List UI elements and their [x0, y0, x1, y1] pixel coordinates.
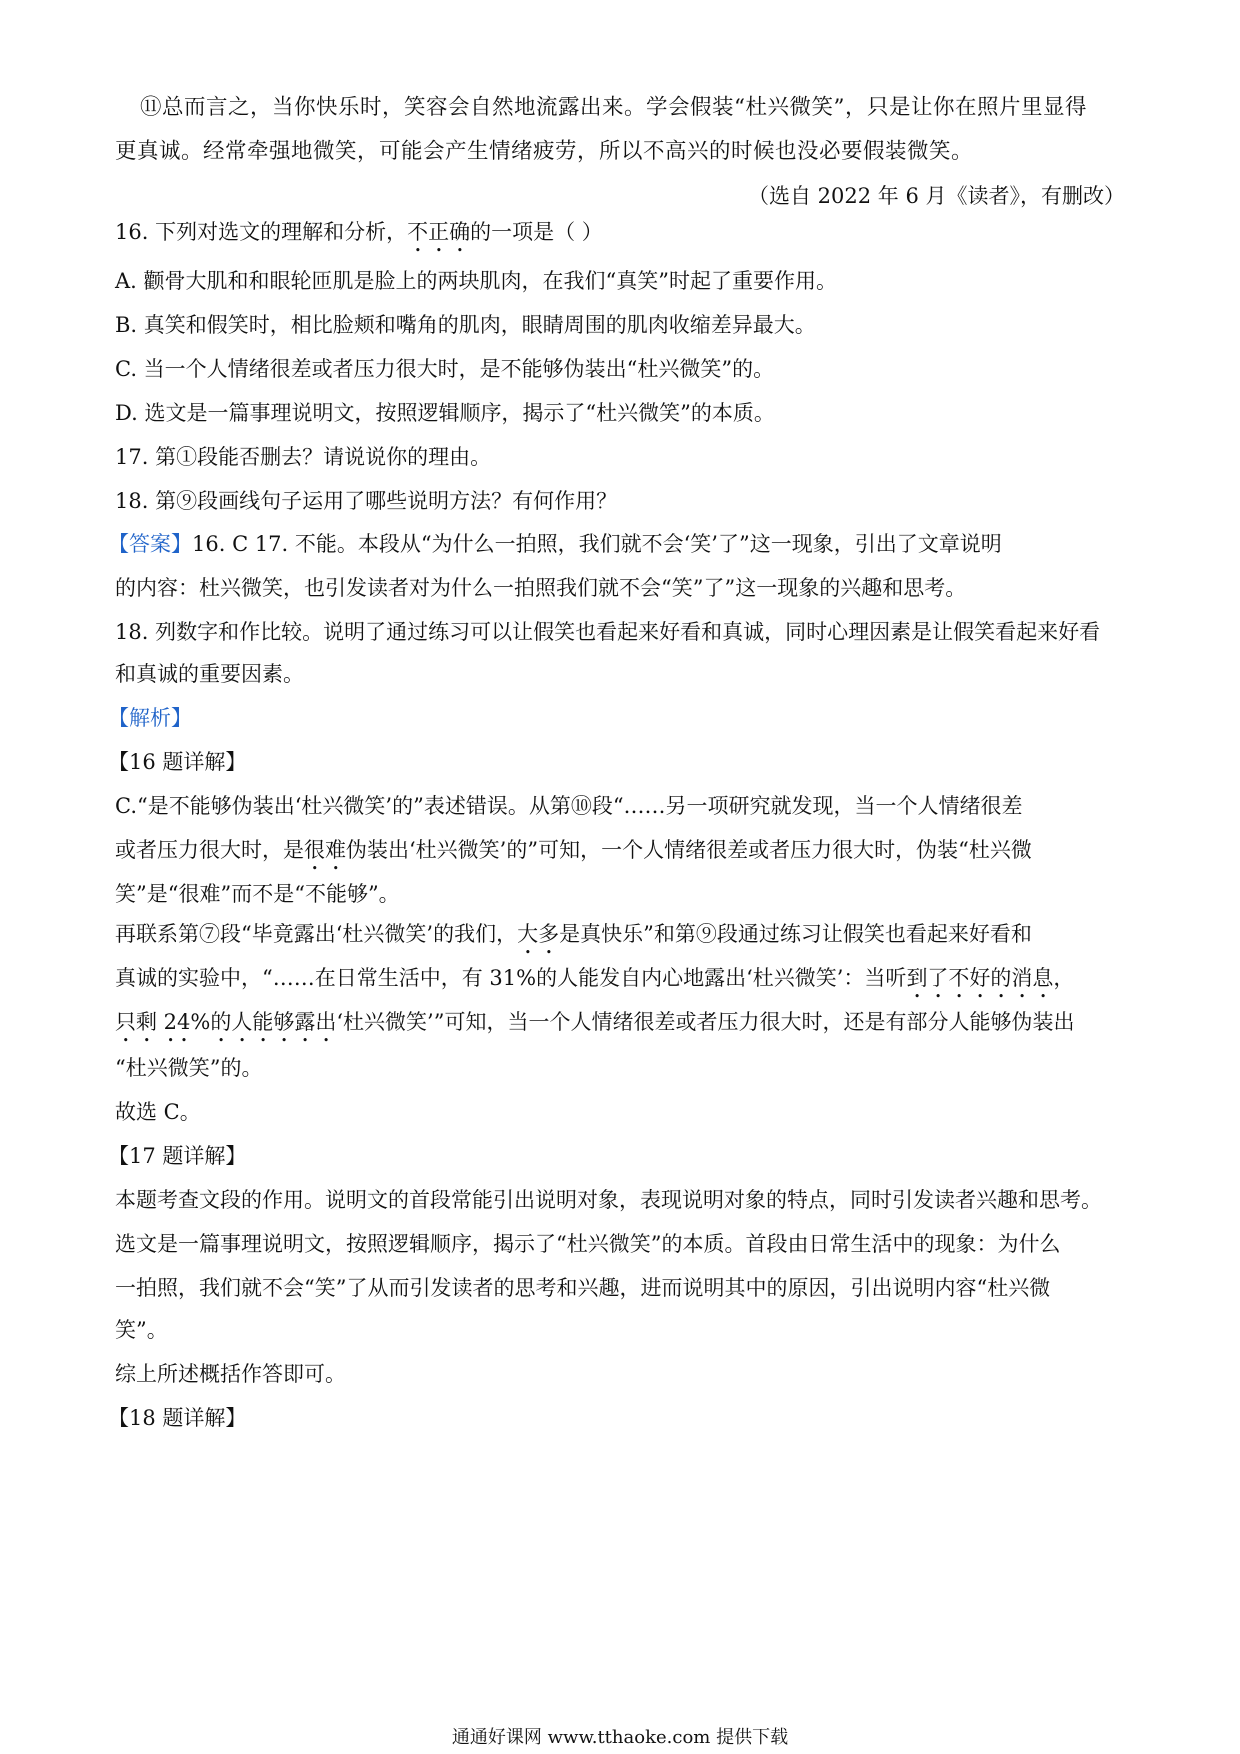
answer-tag: 【答案】: [108, 532, 192, 556]
question-16: [115, 218, 1125, 257]
l2-pre: 或者压力很大时，是: [115, 838, 304, 862]
question-18: 18. 第⑨段画线句子运用了哪些说明方法？有何作用？: [115, 489, 618, 513]
l6-post: ‘杜兴微笑’”可知，当一个人情绪很差或者压力很大时，还是有部分人能够伪装出: [336, 1010, 1075, 1034]
l4-pre: 再联系第⑦段“毕竟露出‘杜兴微笑’的我们，: [115, 922, 518, 946]
answer-line1: [108, 530, 1118, 558]
l2-post: 伪装出‘杜兴微笑’的”可知，一个人情绪很差或者压力很大时，伪装“杜兴微: [346, 838, 1032, 862]
analysis-16-line5: [115, 964, 1125, 1003]
analysis-17-line4: 笑”。: [115, 1318, 168, 1342]
passage-source: （选自 2022 年 6 月《读者》，有删改）: [747, 184, 1125, 208]
analysis-tag: 【解析】: [108, 706, 192, 730]
analysis-17-line1: 本题考查文段的作用。说明文的首段常能引出说明对象，表现说明对象的特点，同时引发读者兴趣和思考。: [115, 1188, 1102, 1212]
q16-text-pre: 16. 下列对选文的理解和分析，: [115, 220, 408, 244]
answer-line3: 18. 列数字和作比较。说明了通过练习可以让假笑也看起来好看和真诚，同时心理因素是让假笑看起来好看: [115, 620, 1101, 644]
analysis-17-line3: 一拍照，我们就不会“笑”了从而引发读者的思考和兴趣，进而说明其中的原因，引出说明内容“杜兴微: [115, 1276, 1051, 1300]
analysis-17-line2: 选文是一篇事理说明文，按照逻辑顺序，揭示了“杜兴微笑”的本质。首段由日常生活中的现象：为什么: [115, 1232, 1061, 1256]
l6-emphasis: 只剩 24%的人能够露出: [115, 1010, 337, 1034]
l4-post: 是真快乐”和第⑨段通过练习让假笑也看起来好看和: [559, 922, 1032, 946]
heading-18: 【18 题详解】: [108, 1406, 247, 1430]
q16-emphasis: 不正确: [407, 220, 471, 244]
analysis-16-line6: [115, 1008, 1125, 1047]
passage-p11-line1: ⑪总而言之，当你快乐时，笑容会自然地流露出来。学会假装“杜兴微笑”，只是让你在照片里显得: [140, 95, 1087, 120]
analysis-16-line1: C.“是不能够伪装出‘杜兴微笑’的”表述错误。从第⑩段“……另一项研究就发现，当一个人情绪很差: [115, 794, 1023, 818]
q16-text-post: 的一项是（ ）: [470, 220, 603, 244]
analysis-17-line5: 综上所述概括作答即可。: [115, 1362, 346, 1386]
analysis-16-line4: [115, 920, 1125, 959]
l4-emphasis: 大多: [517, 922, 560, 946]
option-b: B. 真笑和假笑时，相比脸颊和嘴角的肌肉，眼睛周围的肌肉收缩差异最大。: [115, 313, 816, 337]
heading-16: 【16 题详解】: [108, 750, 247, 774]
l5-pre: 真诚的实验中，“……在日常生活中，有 31%的人能发自内心地露出‘杜兴微笑’：当听: [115, 966, 907, 990]
option-d: D. 选文是一篇事理说明文，按照逻辑顺序，揭示了“杜兴微笑”的本质。: [115, 401, 775, 425]
question-17: 17. 第①段能否删去？请说说你的理由。: [115, 445, 492, 469]
answer-line4: 和真诚的重要因素。: [115, 662, 304, 686]
answer-text-1: 16. C 17. 不能。本段从“为什么一拍照，我们就不会‘笑’了”这一现象，引出了文章说明: [192, 532, 1002, 556]
option-a: A. 颧骨大肌和和眼轮匝肌是脸上的两块肌肉，在我们“真笑”时起了重要作用。: [115, 269, 837, 293]
analysis-16-line2: [115, 836, 1125, 875]
analysis-16-line3: 笑”是“很难”而不是“不能够”。: [115, 882, 400, 906]
answer-line2: 的内容：杜兴微笑，也引发读者对为什么一拍照我们就不会“笑”了”这一现象的兴趣和思考。: [115, 576, 967, 600]
l5-emphasis: 到了不好的消息，: [906, 966, 1075, 990]
l2-emphasis: 很难: [304, 838, 346, 862]
analysis-16-line7: “杜兴微笑”的。: [115, 1056, 263, 1080]
analysis-16-line8: 故选 C。: [115, 1100, 201, 1124]
passage-p11-line2: 更真诚。经常牵强地微笑，可能会产生情绪疲劳，所以不高兴的时候也没必要假装微笑。: [115, 139, 974, 164]
footer-credit: 通通好课网 www.tthaoke.com 提供下载: [451, 1727, 789, 1748]
heading-17: 【17 题详解】: [108, 1144, 247, 1168]
option-c: C. 当一个人情绪很差或者压力很大时，是不能够伪装出“杜兴微笑”的。: [115, 357, 775, 381]
